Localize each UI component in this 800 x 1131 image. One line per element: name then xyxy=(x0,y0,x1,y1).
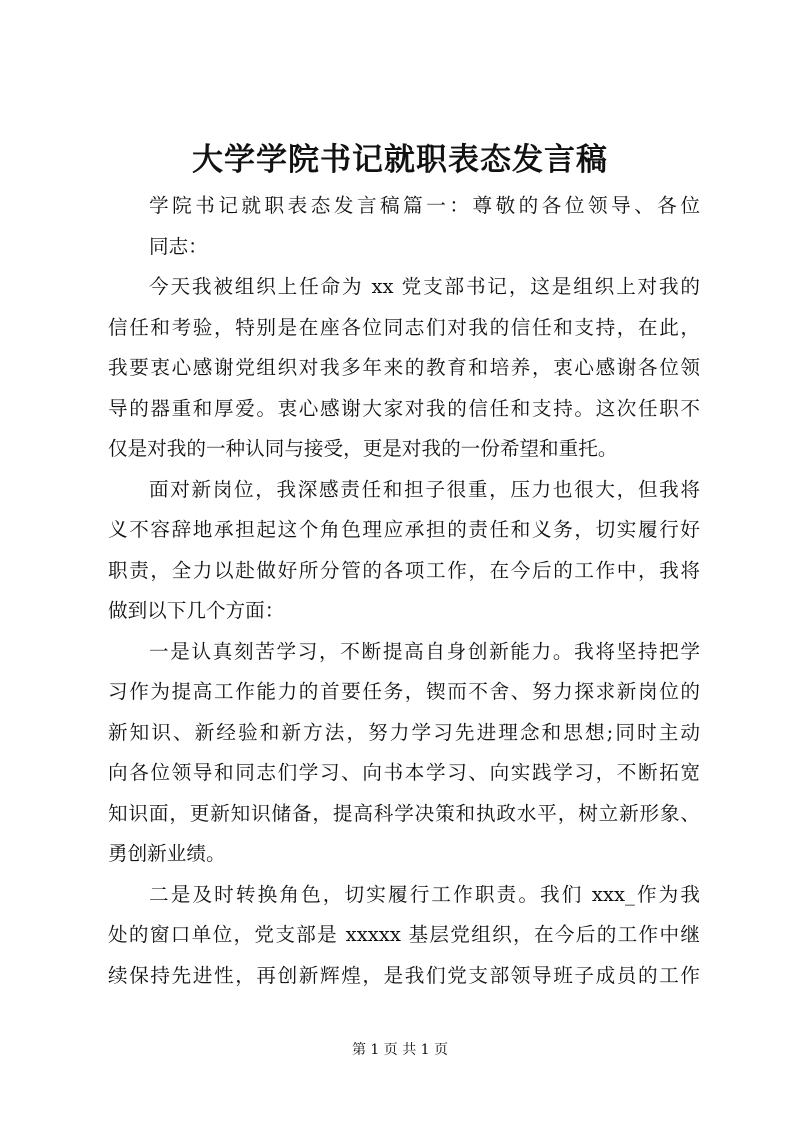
text-line: 义不容辞地承担起这个角色理应承担的责任和义务，切实履行好 xyxy=(108,518,700,541)
text-line: 做到以下几个方面： xyxy=(108,599,285,622)
text-line: 勇创新业绩。 xyxy=(108,842,226,865)
text-line: 新知识、新经验和新方法，努力学习先进理念和思想;同时主动 xyxy=(108,720,700,744)
text-line: 向各位领导和同志们学习、向书本学习、向实践学习，不断拓宽 xyxy=(108,761,700,784)
text-line: 一是认真刻苦学习，不断提高自身创新能力。我将坚持把学 xyxy=(149,639,700,663)
text-line: 知识面，更新知识储备，提高科学决策和执政水平，树立新形象、 xyxy=(108,801,700,825)
text-line: 处的窗口单位，党支部是 xxxxx 基层党组织，在今后的工作中继 xyxy=(108,923,700,946)
text-line: 面对新岗位，我深感责任和担子很重，压力也很大，但我将 xyxy=(149,477,700,501)
text-line: 学院书记就职表态发言稿篇一：尊敬的各位领导、各位 xyxy=(149,194,700,217)
text-line: 仅是对我的一种认同与接受，更是对我的一份希望和重托。 xyxy=(108,437,618,460)
text-line: 今天我被组织上任命为 xx 党支部书记，这是组织上对我的 xyxy=(149,275,700,298)
text-line: 二是及时转换角色，切实履行工作职责。我们 xxx_作为我 xyxy=(149,882,700,906)
text-line: 习作为提高工作能力的首要任务，锲而不舍、努力探求新岗位的 xyxy=(108,680,700,703)
text-line: 我要衷心感谢党组织对我多年来的教育和培养，衷心感谢各位领 xyxy=(108,356,700,379)
document-title: 大学学院书记就职表态发言稿 xyxy=(192,142,608,178)
document-body xyxy=(108,186,700,996)
text-line: 同志： xyxy=(149,234,208,258)
page-footer: 第 1 页 共 1 页 xyxy=(351,1042,449,1058)
text-line: 导的器重和厚爱。衷心感谢大家对我的信任和支持。这次任职不 xyxy=(108,396,700,420)
text-line: 信任和考验，特别是在座各位同志们对我的信任和支持，在此， xyxy=(108,315,700,339)
text-line: 续保持先进性，再创新辉煌，是我们党支部领导班子成员的工作 xyxy=(108,963,700,987)
text-line: 职责，全力以赴做好所分管的各项工作，在今后的工作中，我将 xyxy=(108,558,700,582)
